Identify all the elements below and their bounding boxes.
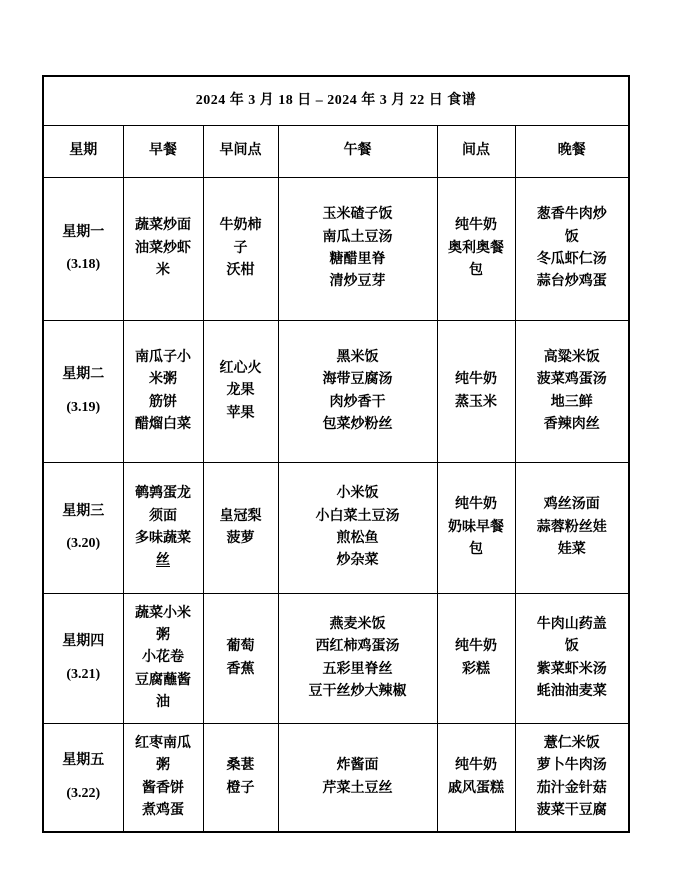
day-cell	[43, 321, 123, 463]
day-label: 星期二	[62, 367, 105, 383]
menu-item: 糖醋里脊	[329, 252, 386, 267]
day-date: (3.18)	[66, 257, 101, 272]
snack-cell	[437, 321, 515, 463]
menu-item: 肉炒香干	[329, 394, 386, 410]
menu-item: 菠菜干豆腐	[536, 802, 607, 818]
menu-item: 红枣南瓜粥	[135, 735, 191, 774]
menu-item: 牛奶柿子	[219, 218, 262, 256]
menu-item: 豆腐蘸酱油	[135, 672, 191, 711]
menu-item: 香蕉	[226, 661, 255, 677]
menu-item: 纯牛奶	[455, 372, 497, 388]
table-row	[43, 724, 629, 833]
menu-item: 鸡丝汤面	[543, 497, 600, 513]
menu-item: 醋熘白菜	[135, 416, 191, 432]
menu-item: 小花卷	[142, 650, 184, 666]
dinner-cell	[515, 321, 629, 463]
day-label: 星期三	[62, 503, 105, 519]
column-header-lunch: 午餐	[278, 126, 437, 178]
dinner-cell	[515, 724, 629, 833]
menu-item: 豆干丝炒大辣椒	[308, 683, 407, 699]
day-date: (3.22)	[66, 785, 101, 801]
menu-item: 菠菜鸡蛋汤	[536, 372, 607, 388]
morning-snack-cell	[203, 724, 278, 833]
menu-item: 奶味早餐包	[448, 519, 504, 558]
day-date: (3.19)	[66, 399, 101, 415]
menu-item: 蚝油油麦菜	[536, 683, 607, 699]
menu-item: 葡萄	[226, 639, 255, 655]
day-label: 星期五	[62, 753, 105, 769]
menu-item: 蔬菜炒面	[135, 218, 191, 234]
menu-item: 冬瓜虾仁汤	[536, 252, 607, 267]
column-header-snack: 间点	[437, 126, 515, 178]
menu-item: 酱香饼	[142, 780, 184, 796]
menu-item: 炸酱面	[336, 758, 379, 774]
menu-item: 皇冠梨	[219, 508, 262, 524]
menu-item: 海带豆腐汤	[322, 372, 393, 388]
menu-item: 香辣肉丝	[543, 416, 600, 432]
morning-snack-cell	[203, 178, 278, 321]
table-title: 2024 年 3 月 18 日 – 2024 年 3 月 22 日 食谱	[43, 76, 629, 126]
morning-snack-cell	[203, 321, 278, 463]
table-row	[43, 463, 629, 594]
menu-item: 橙子	[226, 780, 255, 796]
menu-item: 纯牛奶	[455, 639, 497, 655]
lunch-cell	[278, 724, 437, 833]
menu-item: 薏仁米饭	[543, 735, 600, 751]
dinner-cell	[515, 594, 629, 724]
menu-item: 燕麦米饭	[329, 616, 386, 632]
table-row	[43, 178, 629, 321]
menu-item: 紫菜虾米汤	[536, 661, 607, 677]
menu-item: 清炒豆芽	[329, 274, 386, 290]
menu-item: 小白菜土豆汤	[315, 508, 400, 524]
breakfast-cell	[123, 724, 203, 833]
menu-item: 油菜炒虾米	[135, 240, 191, 279]
menu-item: 包菜炒粉丝	[322, 416, 393, 432]
menu-item: 蒸玉米	[455, 394, 497, 410]
lunch-cell	[278, 463, 437, 594]
menu-item: 高粱米饭	[543, 349, 600, 365]
menu-item: 多味蔬菜丝	[135, 531, 191, 569]
day-cell	[43, 594, 123, 724]
menu-item: 五彩里脊丝	[322, 661, 393, 677]
menu-item: 奥利奥餐包	[448, 240, 504, 279]
menu-item: 沃柑	[226, 263, 255, 279]
breakfast-cell	[123, 463, 203, 594]
day-cell	[43, 724, 123, 833]
column-header-morning-snack: 早间点	[203, 126, 278, 178]
day-cell	[43, 178, 123, 321]
menu-item: 玉米碴子饭	[322, 207, 393, 223]
menu-item: 南瓜土豆汤	[322, 229, 393, 245]
menu-item: 蒜蓉粉丝娃娃菜	[536, 519, 607, 558]
menu-item: 纯牛奶	[455, 218, 497, 234]
morning-snack-cell	[203, 463, 278, 594]
menu-table	[42, 75, 630, 833]
breakfast-cell	[123, 594, 203, 724]
breakfast-cell	[123, 321, 203, 463]
dinner-cell	[515, 178, 629, 321]
menu-item: 红心火龙果	[219, 360, 262, 399]
menu-item: 西红柿鸡蛋汤	[315, 639, 400, 655]
column-header-dinner: 晚餐	[515, 126, 629, 178]
day-date: (3.21)	[66, 666, 101, 682]
menu-item: 纯牛奶	[455, 758, 497, 774]
snack-cell	[437, 594, 515, 724]
menu-item: 小米饭	[336, 486, 379, 502]
day-date: (3.20)	[66, 536, 101, 551]
menu-item: 南瓜子小米粥	[135, 349, 191, 388]
menu-item: 鹌鹑蛋龙须面	[135, 486, 191, 524]
menu-item: 地三鲜	[550, 394, 593, 410]
menu-item: 茄汁金针菇	[536, 780, 607, 796]
column-header-day: 星期	[43, 126, 123, 178]
menu-item: 蒜台炒鸡蛋	[536, 274, 607, 290]
menu-item: 牛肉山药盖饭	[536, 616, 607, 655]
morning-snack-cell	[203, 594, 278, 724]
column-header-row	[43, 126, 629, 178]
lunch-cell	[278, 594, 437, 724]
lunch-cell	[278, 321, 437, 463]
menu-item: 彩糕	[462, 661, 490, 677]
breakfast-cell	[123, 178, 203, 321]
menu-item: 萝卜牛肉汤	[536, 758, 607, 774]
menu-item: 筋饼	[149, 394, 177, 410]
menu-item: 煎松鱼	[336, 531, 379, 546]
menu-item: 桑葚	[226, 758, 255, 774]
menu-item: 菠萝	[226, 531, 255, 546]
title-row	[43, 76, 629, 126]
menu-item: 炒杂菜	[336, 553, 379, 569]
snack-cell	[437, 724, 515, 833]
column-header-breakfast: 早餐	[123, 126, 203, 178]
menu-item: 纯牛奶	[455, 497, 497, 513]
snack-cell	[437, 463, 515, 594]
dinner-cell	[515, 463, 629, 594]
table-row	[43, 594, 629, 724]
menu-item: 煮鸡蛋	[142, 802, 184, 818]
menu-item: 苹果	[226, 405, 255, 421]
menu-item: 葱香牛肉炒饭	[536, 207, 607, 245]
lunch-cell	[278, 178, 437, 321]
menu-item: 戚风蛋糕	[448, 780, 504, 796]
day-label: 星期一	[62, 224, 105, 240]
menu-item: 芹菜土豆丝	[322, 780, 393, 796]
table-row	[43, 321, 629, 463]
menu-item: 蔬菜小米粥	[135, 605, 191, 643]
day-label: 星期四	[62, 634, 105, 650]
snack-cell	[437, 178, 515, 321]
menu-item: 黑米饭	[336, 349, 379, 365]
day-cell	[43, 463, 123, 594]
